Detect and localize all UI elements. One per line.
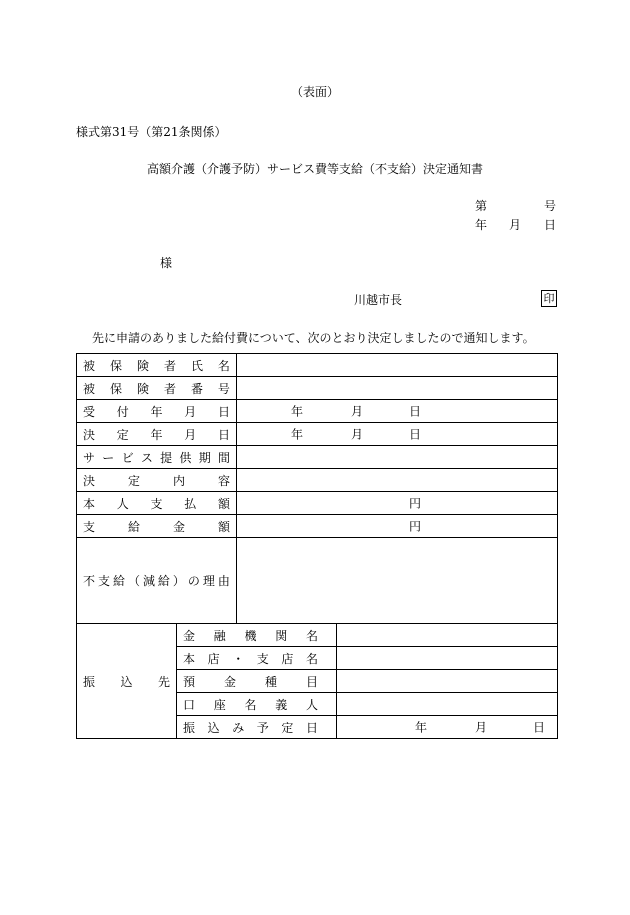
label-char: 提 — [160, 450, 173, 465]
label-char: 定 — [127, 473, 140, 488]
row-label — [77, 423, 237, 446]
row-label — [77, 515, 237, 538]
label-char: 月 — [184, 404, 197, 419]
label-char: 名 — [305, 628, 318, 643]
label-char: 店 — [281, 651, 294, 666]
row-label — [77, 469, 237, 492]
label-char: 金 — [172, 519, 185, 534]
table-row — [77, 515, 558, 538]
table-row — [77, 624, 558, 647]
label-char: 目 — [305, 674, 318, 689]
form-number: 様式第31号（第21条関係） — [76, 125, 227, 139]
issuer-name: 川越市長 — [354, 293, 403, 307]
label-char: 給 — [127, 519, 140, 534]
label-char: 振 — [183, 720, 196, 735]
label-char: 決 — [83, 473, 96, 488]
month-label: 月 — [351, 427, 364, 442]
row-label — [177, 647, 337, 670]
year-label: 年 — [291, 427, 304, 442]
row-value — [237, 446, 558, 469]
label-char: 者 — [163, 358, 176, 373]
row-value — [337, 624, 558, 647]
label-char: 減 — [142, 574, 155, 588]
row-value — [237, 423, 558, 446]
label-char: 預 — [183, 674, 196, 689]
label-char: 保 — [109, 358, 122, 373]
table-row — [77, 492, 558, 515]
label-char: 給 — [112, 574, 125, 588]
label-char: 定 — [116, 427, 129, 442]
recipient-suffix: 様 — [160, 256, 173, 270]
label-char: 口 — [183, 697, 196, 712]
label-char: 予 — [256, 720, 269, 735]
row-value — [337, 716, 558, 739]
label-char: 本 — [183, 651, 196, 666]
label-char: 額 — [217, 496, 230, 511]
row-value — [237, 492, 558, 515]
label-char: 先 — [157, 674, 170, 689]
day-label: 日 — [533, 720, 546, 735]
row-value — [337, 670, 558, 693]
yen-unit: 円 — [409, 519, 422, 534]
label-char: 険 — [136, 381, 149, 396]
label-char: 月 — [184, 427, 197, 442]
row-label — [177, 693, 337, 716]
label-char: ー — [102, 450, 115, 465]
yen-unit: 円 — [409, 496, 422, 511]
label-char: 由 — [217, 574, 230, 588]
label-char: 額 — [217, 519, 230, 534]
label-char: （ — [127, 574, 140, 588]
label-char: 険 — [136, 358, 149, 373]
label-char: 座 — [213, 697, 226, 712]
day-label: 日 — [409, 404, 422, 419]
row-value — [237, 354, 558, 377]
label-char: 付 — [116, 404, 129, 419]
label-char: 支 — [256, 651, 269, 666]
row-value — [237, 515, 558, 538]
row-label — [77, 446, 237, 469]
label-char: 者 — [163, 381, 176, 396]
month-label: 月 — [475, 720, 488, 735]
decision-table — [76, 353, 558, 739]
label-char: 込 — [120, 674, 133, 689]
table-row — [77, 377, 558, 400]
label-char: 被 — [83, 381, 96, 396]
row-label — [177, 624, 337, 647]
row-value — [237, 377, 558, 400]
label-char: 支 — [97, 574, 110, 588]
label-char: 内 — [172, 473, 185, 488]
label-char: ・ — [232, 651, 245, 666]
label-char: 金 — [183, 628, 196, 643]
row-label — [77, 492, 237, 515]
label-char: 支 — [83, 519, 96, 534]
label-char: 号 — [217, 381, 230, 396]
label-char: 本 — [83, 496, 96, 511]
row-label — [77, 354, 237, 377]
label-char: 受 — [83, 404, 96, 419]
label-char: 名 — [217, 358, 230, 373]
label-char: 定 — [281, 720, 294, 735]
label-char: ス — [140, 450, 153, 465]
label-char: 給 — [157, 574, 170, 588]
date-month: 月 — [509, 218, 522, 232]
year-label: 年 — [291, 404, 304, 419]
row-label — [77, 400, 237, 423]
label-char: 保 — [109, 381, 122, 396]
label-char: 人 — [116, 496, 129, 511]
label-char: 理 — [202, 574, 215, 588]
label-char: 年 — [150, 427, 163, 442]
row-label — [77, 538, 237, 624]
month-label: 月 — [351, 404, 364, 419]
document-title: 高額介護（介護予防）サービス費等支給（不支給）決定通知書 — [146, 162, 483, 176]
row-value — [237, 538, 558, 624]
label-char: 不 — [83, 574, 96, 588]
label-char: ビ — [121, 450, 134, 465]
side-label: （表面） — [290, 85, 339, 99]
label-char: 機 — [244, 628, 257, 643]
transfer-group-label — [77, 624, 177, 739]
label-char: 間 — [217, 450, 230, 465]
label-char: 氏 — [190, 358, 203, 373]
label-char: 日 — [305, 720, 318, 735]
table-row — [77, 538, 558, 624]
label-char: 名 — [305, 651, 318, 666]
table-row — [77, 400, 558, 423]
label-char: み — [232, 720, 245, 735]
label-char: 込 — [207, 720, 220, 735]
number-go: 号 — [544, 199, 557, 213]
table-row — [77, 354, 558, 377]
label-char: 決 — [83, 427, 96, 442]
table-row — [77, 469, 558, 492]
label-char: 供 — [179, 450, 192, 465]
label-char: 支 — [150, 496, 163, 511]
label-char: 払 — [184, 496, 197, 511]
label-char: 種 — [264, 674, 277, 689]
row-value — [237, 469, 558, 492]
intro-text: 先に申請のありました給付費について、次のとおり決定しましたので通知します。 — [92, 331, 535, 345]
label-char: 名 — [244, 697, 257, 712]
row-label — [77, 377, 237, 400]
label-char: ） — [172, 574, 185, 588]
row-label — [177, 716, 337, 739]
number-dai: 第 — [475, 199, 488, 213]
label-char: 日 — [217, 427, 230, 442]
label-char: の — [187, 574, 200, 588]
label-char: 人 — [305, 697, 318, 712]
label-char: 義 — [275, 697, 288, 712]
label-char: 年 — [150, 404, 163, 419]
year-label: 年 — [415, 720, 428, 735]
row-label — [177, 670, 337, 693]
label-char: 期 — [198, 450, 211, 465]
label-char: 融 — [213, 628, 226, 643]
row-value — [337, 693, 558, 716]
date-year: 年 — [475, 218, 488, 232]
label-char: 容 — [217, 473, 230, 488]
row-value — [237, 400, 558, 423]
label-char: 被 — [83, 358, 96, 373]
day-label: 日 — [409, 427, 422, 442]
label-char: 番 — [190, 381, 203, 396]
label-char: 振 — [83, 674, 96, 689]
date-day: 日 — [544, 218, 557, 232]
table-row — [77, 423, 558, 446]
label-char: 金 — [223, 674, 236, 689]
seal-mark: 印 — [541, 290, 557, 307]
label-char: 関 — [275, 628, 288, 643]
label-char: 店 — [207, 651, 220, 666]
row-value — [337, 647, 558, 670]
table-row — [77, 446, 558, 469]
label-char: サ — [83, 450, 96, 465]
label-char: 日 — [217, 404, 230, 419]
